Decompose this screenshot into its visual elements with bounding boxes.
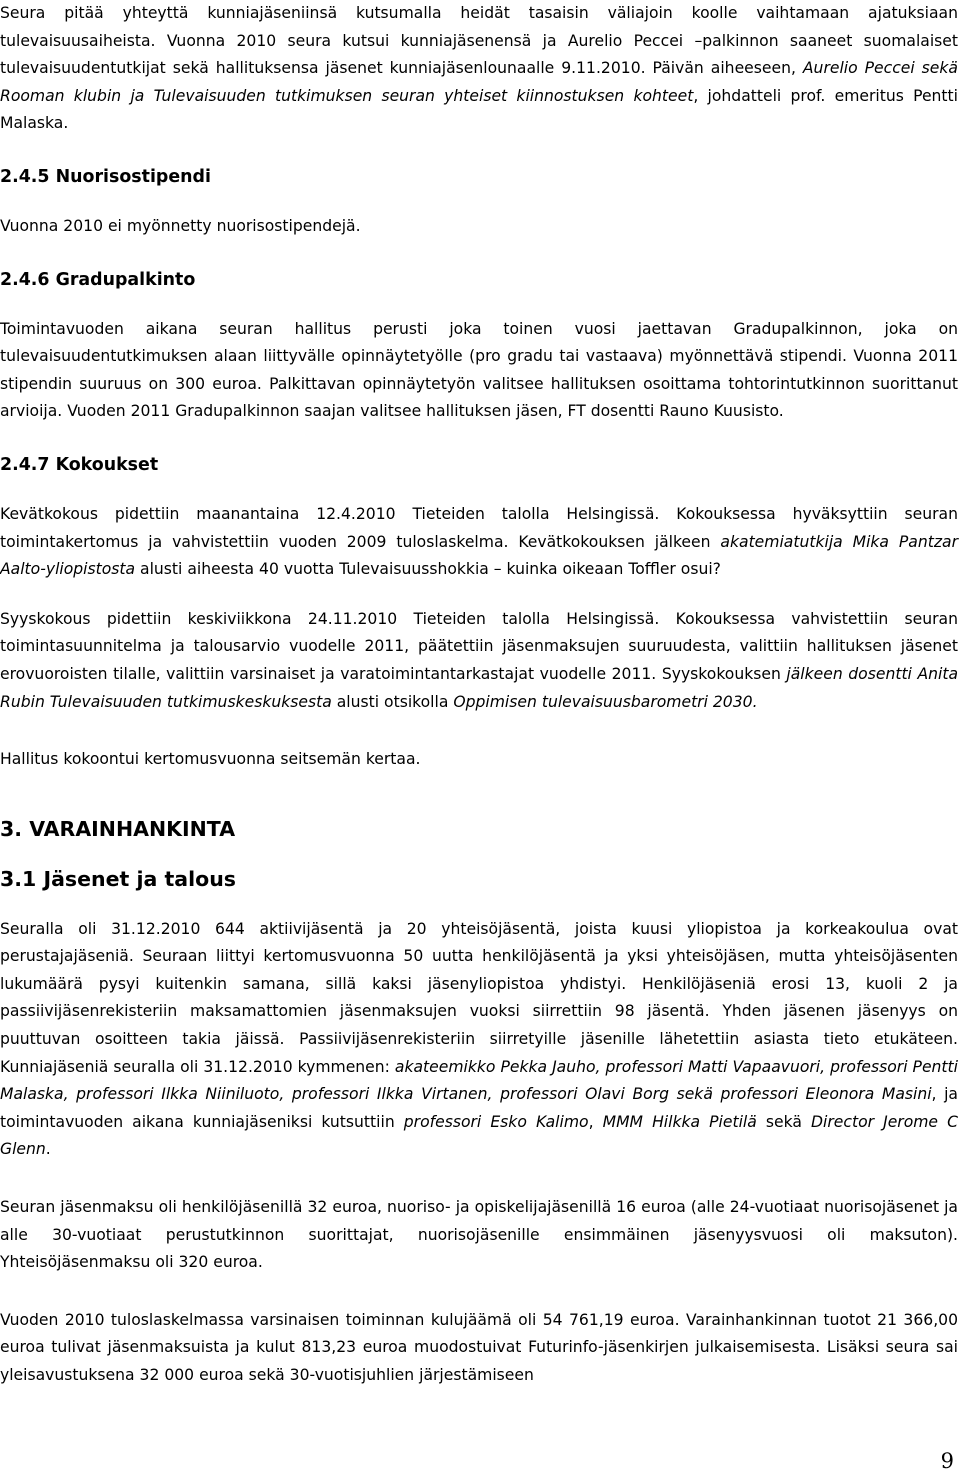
hallitus-paragraph: Hallitus kokoontui kertomusvuonna seitsemän kertaa. <box>0 750 421 769</box>
heading-kokoukset: 2.4.7 Kokoukset <box>0 454 159 475</box>
intro-text: Seura pitää yhteyttä kunniajäseniinsä kutsumalla heidät tasaisin väliajoin koolle vaihtamaan ajatuksiaan tulevaisuusaiheista. Vuonna 2010 seura kutsui kunniajäsenensä ja Aurelio Peccei –palkinnon saaneet suomalaiset tulevaisuudentutkijat sekä hallituksensa jäsenet kunniajäsenlounaalle 9.11.2010. Päivän aiheeseen, <box>0 4 958 78</box>
heading-gradupalkinto: 2.4.6 Gradupalkinto <box>0 269 196 290</box>
kevatkokous-text-end: alusti aiheesta 40 vuotta Tulevaisuusshokkia – kuinka oikeaan Toffler osui? <box>135 560 721 579</box>
intro-paragraph <box>0 0 958 138</box>
kevatkokous-text: Kevätkokous pidettiin maanantaina 12.4.2010 Tieteiden talolla Helsingissä. Kokouksessa hyväksyttiin seuran toimintakertomus ja vahvistettiin vuoden 2009 tuloslaskelma. Kevätkokouksen jälkeen <box>0 504 958 551</box>
kunniajasen-glenn: Director Jerome C Glenn <box>0 1112 958 1159</box>
jasenet-text: Seuralla oli 31.12.2010 644 aktiivijäsentä ja 20 yhteisöjäsentä, joista kuusi yliopistoa ja korkeakoulua ovat perustajajäseniä. Seuraan liittyi kertomusvuonna 50 uutta henkilöjäsentä ja yksi yhteisöjäsen, mutta yhteisöjäsenten lukumäärä pysyi kuitenkin samana, sillä kaksi jäsenyliopistoa yhdistyi. Henkilöjäseniä erosi 13, kuoli 2 ja passiivijäsenrekisteriin maksamattomien jäsenmaksujen vuoksi siirrettiin 98 jäsentä. Yhden jäsenen jäsenyys on puuttuvan osoitteen takia jäissä. Passiivijäsenrekisteriin siirretyille jäsenille lähetettiin asiasta tieto etukäteen. Kunniajäseniä seuralla oli 31.12.2010 kymmenen: <box>0 919 958 1076</box>
jasenet-period: . <box>45 1140 51 1159</box>
page-number: 9 <box>940 1449 954 1473</box>
gradupalkinto-paragraph: Toimintavuoden aikana seuran hallitus perusti joka toinen vuosi jaettavan Gradupalkinnon, joka on tulevaisuudentutkimuksen alaan liittyvälle opinnäytetyölle (pro gradu tai vastaava) myönnettävä stipendi. Vuonna 2011 stipendin suuruus on 300 euroa. Palkittavan opinnäytetyön valitsee hallituksen osoittama tohtorintutkinnon suorittanut arvioija. Vuoden 2011 Gradupalkinnon saajan valitsee hallituksen jäsen, FT dosentti Rauno Kuusisto. <box>0 319 958 421</box>
heading-nuorisostipendi: 2.4.5 Nuorisostipendi <box>0 166 211 187</box>
tuloslaskelma-paragraph: Vuoden 2010 tuloslaskelmassa varsinaisen toiminnan kulujäämä oli 54 761,19 euroa. Varainhankinnan tuotot 21 366,00 euroa tulivat jäsenmaksuista ja kulut 813,23 euroa muodostuivat Futurinfo-jäsenkirjen julkaisemisesta. Lisäksi seura sai yleisavustuksena 32 000 euroa sekä 30-vuotisjuhlien järjestämiseen <box>0 1310 958 1384</box>
kunniajasenet-italic-text: akateemikko Pekka Jauho, professori Matti Vapaavuori, professori Pentti Malaska, professori Ilkka Niiniluoto, professori Ilkka Virtanen, professori Olavi Borg sekä professori Eleonora Masini <box>0 1057 958 1104</box>
heading-jasenet-ja-talous: 3.1 Jäsenet ja talous <box>0 866 236 891</box>
syyskokous-text: Syyskokous pidettiin keskiviikkona 24.11.2010 Tieteiden talolla Helsingissä. Kokouksessa vahvistettiin seuran toimintasuunnitelma ja talousarvio vuodelle 2011, päätettiin jäsenmaksujen suuruudesta, valittiin hallituksen jäsenet erovuoroisten tilalle, valittiin varsinaiset ja varatoimintantarkastajat vuodelle 2011. Syyskokouksen <box>0 609 958 683</box>
jasenet-conjunction: sekä <box>756 1112 812 1131</box>
syyskokous-italic-title: Oppimisen tulevaisuusbarometri 2030. <box>453 692 758 711</box>
kunniajasen-kalimo: professori Esko Kalimo <box>403 1112 589 1131</box>
jasenmaksu-paragraph: Seuran jäsenmaksu oli henkilöjäsenillä 32 euroa, nuoriso- ja opiskelijajäsenillä 16 euroa (alle 24-vuotiaat nuorisojäsenet ja alle 30-vuotiaat perustutkinnon suorittajat, nuorisojäsenille ensimmäinen jäsenyysvuosi oli maksuton). Yhteisöjäsenmaksu oli 320 euroa. <box>0 1198 958 1272</box>
syyskokous-italic-text: jälkeen dosentti Anita Rubin Tulevaisuuden tutkimuskeskuksesta <box>0 664 958 711</box>
jasenet-text-mid: , ja toimintavuoden aikana kunniajäseniksi kutsuttiin <box>0 1085 958 1131</box>
syyskokous-paragraph <box>0 606 958 716</box>
heading-varainhankinta: 3. VARAINHANKINTA <box>0 816 236 841</box>
jasenet-separator: , <box>588 1112 603 1131</box>
intro-italic-text: Aurelio Peccei sekä Rooman klubin ja Tulevaisuuden tutkimuksen seuran yhteiset kiinnostuksen kohteet <box>0 59 958 105</box>
jasenet-paragraph <box>0 916 958 1164</box>
kevatkokous-paragraph <box>0 501 958 584</box>
syyskokous-text-mid: alusti otsikolla <box>331 692 454 711</box>
kunniajasen-pietila: MMM Hilkka Pietilä <box>602 1112 757 1131</box>
kevatkokous-italic-text: akatemiatutkija Mika Pantzar Aalto-yliopistosta <box>0 532 958 579</box>
intro-text-end: , johdatteli prof. emeritus Pentti Malaska. <box>0 86 958 133</box>
nuorisostipendi-paragraph: Vuonna 2010 ei myönnetty nuorisostipendejä. <box>0 216 361 235</box>
